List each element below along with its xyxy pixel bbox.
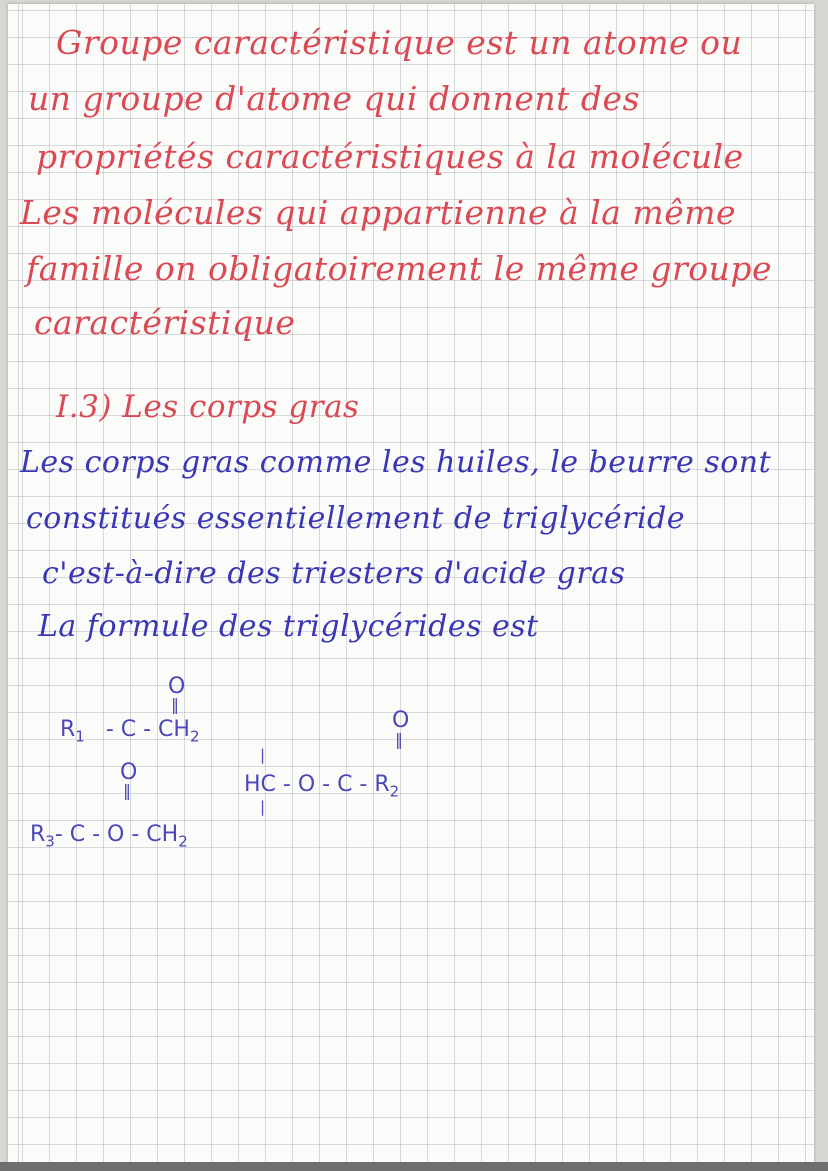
page-margin-line: [18, 4, 19, 1162]
formula-single-bond-2: |: [260, 798, 266, 816]
formula-double-bond-1: ‖: [171, 695, 179, 714]
formula-r1-index: 1: [75, 727, 85, 746]
formula-single-bond-1: |: [260, 746, 266, 764]
formula-row-1-chain: - C - CH: [105, 717, 190, 742]
formula-oxygen-1: O: [168, 674, 186, 699]
formula-double-bond-3: ‖: [123, 781, 131, 800]
corps-gras-line-1: Les corps gras comme les huiles, le beurre sont: [20, 445, 772, 480]
formula-r3-index: 3: [45, 832, 55, 851]
formula-row-2-chain: HC - O - C - R: [244, 772, 390, 797]
definition-line-6: caractéristique: [34, 303, 296, 342]
formula-row-3-chain: - C - O - CH: [54, 822, 179, 847]
corps-gras-line-2: constitués essentiellement de triglycéride: [26, 501, 686, 536]
scan-bottom-edge: [0, 1162, 828, 1171]
formula-r3: R: [30, 822, 46, 847]
definition-line-5: famille on obligatoirement le même groupe: [26, 249, 773, 288]
formula-row-3-ch-index: 2: [178, 832, 188, 851]
formula-r1: R: [60, 717, 76, 742]
formula-row-3: [30, 824, 188, 849]
definition-line-3: propriétés caractéristiques à la molécule: [36, 137, 744, 176]
formula-row-1: [60, 719, 200, 744]
definition-line-2: un groupe d'atome qui donnent des: [28, 79, 641, 118]
corps-gras-line-3: c'est-à-dire des triesters d'acide gras: [42, 556, 626, 591]
formula-r2-index: 2: [389, 782, 400, 801]
formula-oxygen-2: O: [392, 708, 410, 733]
definition-line-4: Les molécules qui appartienne à la même: [20, 193, 737, 232]
notebook-page: [8, 4, 814, 1162]
formula-row-1-ch-index: 2: [189, 727, 200, 746]
formula-double-bond-2: ‖: [395, 730, 403, 749]
definition-line-1: Groupe caractéristique est un atome ou: [56, 23, 743, 62]
formula-oxygen-3: O: [120, 760, 138, 785]
section-heading: I.3) Les corps gras: [56, 389, 360, 425]
formula-row-2: [244, 774, 399, 799]
corps-gras-line-4: La formule des triglycérides est: [38, 609, 539, 644]
